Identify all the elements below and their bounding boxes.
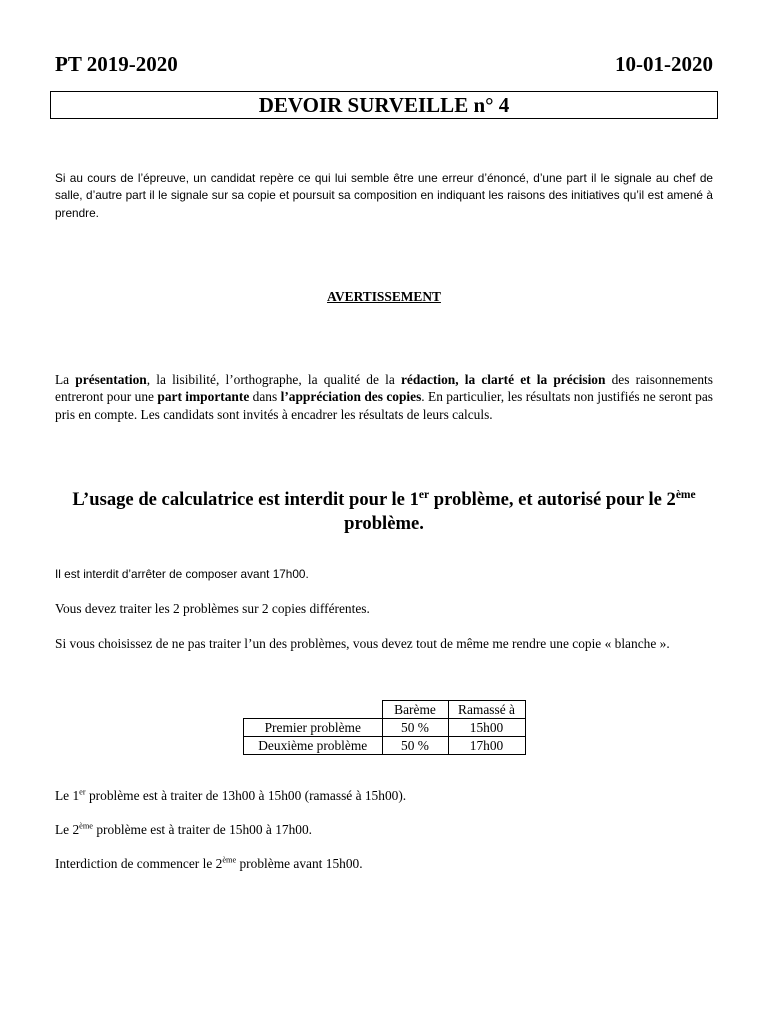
- schedule-second-problem: [55, 821, 713, 838]
- table-cell: Premier problème: [244, 719, 383, 737]
- warning-bold-1: présentation: [75, 372, 147, 387]
- warning-bold-2: rédaction, la clarté et la précision: [400, 372, 606, 387]
- table-cell: 17h00: [448, 737, 525, 755]
- warning-bold-3: part importante: [157, 389, 250, 405]
- rule-blank-copy: Si vous choisissez de ne pas traiter l’un des problèmes, vous devez tout de même me rendre une copie « blanche ».: [55, 636, 670, 651]
- table-row: [244, 719, 526, 737]
- calc-text-3: problème.: [344, 513, 424, 534]
- calc-text-1: L’usage de calculatrice est interdit pour le 1: [72, 489, 419, 510]
- schedule-text: problème avant 15h00.: [236, 856, 363, 871]
- table-header-row: [244, 701, 526, 719]
- schedule-restriction: [55, 855, 713, 872]
- table-cell: 50 %: [382, 719, 448, 737]
- warning-text-4: dans: [249, 389, 281, 405]
- schedule-sup: er: [79, 787, 86, 797]
- warning-text-5: . En particulier, les résultats non justifiés ne seront pas pris en compte. Les candidats sont invités à encadrer les résultats de leurs calculs.: [55, 389, 713, 422]
- grading-table: [243, 700, 526, 755]
- calc-sup-2: ème: [675, 488, 696, 501]
- table-cell: 50 %: [382, 737, 448, 755]
- schedule-sup: ème: [79, 821, 93, 831]
- header-row: [55, 52, 713, 77]
- exam-title: DEVOIR SURVEILLE n° 4: [50, 91, 718, 119]
- schedule-text: Le 2: [55, 822, 80, 837]
- schedule-text: problème est à traiter de 15h00 à 17h00.: [93, 822, 313, 837]
- table-header-cell: Ramassé à: [448, 701, 525, 719]
- calc-sup-1: er: [418, 488, 430, 501]
- warning-paragraph: [55, 371, 713, 423]
- schedule-sup: ème: [222, 855, 237, 865]
- table-cell: 15h00: [448, 719, 525, 737]
- warning-text-1: La: [55, 372, 76, 387]
- table-row: [244, 737, 526, 755]
- warning-heading: AVERTISSEMENT: [327, 289, 441, 304]
- intro-paragraph: Si au cours de l’épreuve, un candidat repère ce qui lui semble être une erreur d’énoncé, d’une part il le signale au chef de salle, d’autre part il le signale sur sa copie et poursuit sa composition en indiquant les raisons des initiatives qu’il est amené à prendre.: [55, 171, 713, 220]
- schedule-text: Interdiction de commencer le 2: [55, 856, 223, 871]
- school-year: PT 2019-2020: [55, 52, 178, 76]
- calc-text-2: problème, et autorisé pour le 2: [429, 489, 676, 510]
- table-header-cell: Barème: [382, 701, 448, 719]
- calculator-heading: [55, 488, 713, 536]
- rule-separate-copies: Vous devez traiter les 2 problèmes sur 2 copies différentes.: [55, 601, 370, 616]
- warning-bold-4: l’appréciation des copies: [280, 389, 422, 405]
- table-cell: Deuxième problème: [244, 737, 383, 755]
- warning-text-2: , la lisibilité, l’orthographe, la qualité de la: [146, 372, 401, 387]
- exam-date: 10-01-2020: [615, 52, 713, 76]
- schedule-first-problem: [55, 787, 713, 804]
- schedule-text: Le 1: [55, 788, 80, 803]
- schedule-text: problème est à traiter de 13h00 à 15h00 (ramassé à 15h00).: [85, 788, 407, 803]
- rule-stop-time: Il est interdit d’arrêter de composer avant 17h00.: [55, 567, 309, 581]
- table-header-cell: [244, 701, 383, 719]
- warning-text-3: des raisonnements entreront pour une: [55, 372, 713, 405]
